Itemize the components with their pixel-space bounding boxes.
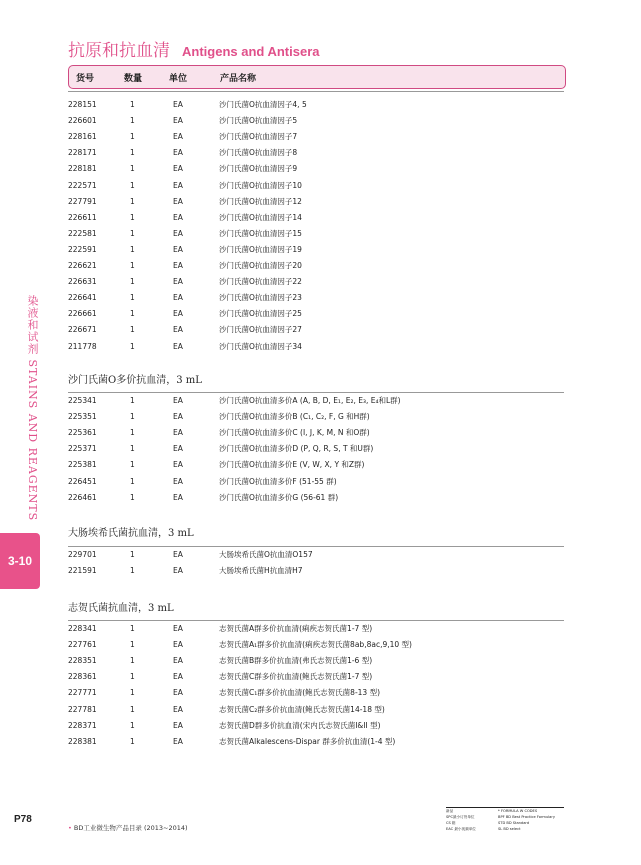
cell-name: 沙门氏菌O抗血清因子34	[219, 341, 302, 351]
cell-qty: 1	[130, 341, 135, 351]
cell-unit: EA	[173, 180, 183, 190]
table-row	[68, 258, 564, 274]
legend-value: STD BD Standard	[498, 821, 530, 825]
table-row	[68, 306, 564, 322]
header-name: 产品名称	[220, 74, 257, 84]
cell-code: 227771	[68, 688, 97, 698]
table-row	[68, 393, 564, 409]
cell-qty: 1	[130, 704, 135, 714]
cell-code: 226641	[68, 293, 97, 303]
cell-name: 沙门氏菌O抗血清因子20	[219, 261, 302, 270]
cell-qty: 1	[130, 228, 135, 238]
cell-name: 志贺氏菌A₁群多价抗血清(痢疾志贺氏菌8ab,8ac,9,10 型)	[219, 640, 412, 650]
cell-unit: EA	[173, 704, 183, 714]
cell-qty: 1	[130, 550, 135, 559]
cell-code: 226671	[68, 325, 97, 335]
cell-unit: EA	[173, 476, 183, 486]
cell-qty: 1	[130, 492, 135, 502]
table-row	[68, 97, 564, 113]
footer-title: BD工业微生物产品目录 (2013~2014)	[73, 824, 188, 832]
page-title-en: Antigens and Antisera	[182, 44, 320, 59]
cell-qty: 1	[130, 672, 135, 682]
table-row	[68, 339, 564, 355]
cell-unit: EA	[173, 640, 183, 650]
table-row	[68, 409, 564, 425]
cell-qty: 1	[130, 566, 135, 576]
cell-qty: 1	[130, 720, 135, 730]
cell-unit: EA	[173, 736, 183, 746]
cell-name: 沙门氏菌O抗血清因子27	[219, 325, 302, 335]
footer-bullet: •	[68, 824, 72, 832]
legend-key: EAC 最小视频单位	[446, 827, 476, 831]
table-row	[68, 474, 564, 490]
cell-name: 沙门氏菌O抗血清多价B (C₁, C₂, F, G 和H群)	[219, 412, 370, 422]
cell-code: 225371	[68, 444, 97, 454]
table-row	[68, 242, 564, 258]
cell-qty: 1	[130, 309, 135, 319]
cell-code: 226461	[68, 492, 97, 502]
cell-qty: 1	[130, 656, 135, 666]
legend	[446, 808, 566, 832]
cell-unit: EA	[173, 656, 183, 666]
cell-qty: 1	[130, 196, 135, 206]
cell-code: 228371	[68, 720, 97, 730]
table-row	[68, 734, 564, 750]
cell-code: 226451	[68, 476, 97, 486]
section-title: 志贺氏菌抗血清，3 mL	[68, 603, 174, 614]
table-row	[68, 290, 564, 306]
cell-name: 沙门氏菌O抗血清因子4, 5	[219, 100, 307, 109]
cell-unit: EA	[173, 550, 183, 559]
cell-code: 225351	[68, 412, 97, 422]
cell-code: 222591	[68, 244, 97, 254]
cell-qty: 1	[130, 212, 135, 222]
cell-code: 222581	[68, 228, 97, 238]
cell-name: 沙门氏菌O抗血清因子19	[219, 244, 302, 254]
cell-code: 228361	[68, 672, 97, 682]
cell-qty: 1	[130, 180, 135, 190]
table-row	[68, 322, 564, 338]
table-row	[68, 178, 564, 194]
cell-qty: 1	[130, 261, 135, 270]
cell-name: 志贺氏菌A群多价抗血清(痢疾志贺氏菌1-7 型)	[219, 624, 373, 633]
cell-qty: 1	[130, 116, 135, 126]
legend-value: SL BD select	[498, 827, 521, 831]
table-row	[68, 669, 564, 685]
cell-name: 志贺氏菌C₁群多价抗血清(鲍氏志贺氏菌8-13 型)	[219, 688, 380, 698]
cell-qty: 1	[130, 688, 135, 698]
cell-code: 226621	[68, 261, 97, 270]
cell-code: 225341	[68, 396, 97, 405]
cell-code: 225361	[68, 428, 97, 438]
footer	[68, 823, 188, 832]
legend-key: 新品	[446, 809, 454, 813]
cell-code: 221591	[68, 566, 97, 576]
cell-code: 228351	[68, 656, 97, 666]
cell-qty: 1	[130, 444, 135, 454]
cell-code: 227761	[68, 640, 97, 650]
cell-code: 227781	[68, 704, 97, 714]
cell-unit: EA	[173, 624, 183, 633]
legend-value: BPF BD Best Practice Formulary	[498, 815, 555, 819]
table-row	[68, 129, 564, 145]
cell-name: 沙门氏菌O抗血清因子15	[219, 228, 302, 238]
table-row	[68, 425, 564, 441]
table-row	[68, 621, 564, 637]
cell-name: 大肠埃希氏菌O抗血清O157	[219, 550, 313, 559]
legend-key: CS 箱	[446, 821, 456, 825]
table-row	[68, 563, 564, 579]
cell-unit: EA	[173, 492, 183, 502]
cell-code: 228381	[68, 736, 97, 746]
table-row	[68, 490, 564, 506]
cell-name: 沙门氏菌O抗血清因子10	[219, 180, 302, 190]
cell-code: 222571	[68, 180, 97, 190]
section-title: 大肠埃希氏菌抗血清，3 mL	[68, 528, 194, 539]
cell-unit: EA	[173, 428, 183, 438]
table-row	[68, 113, 564, 129]
cell-qty: 1	[130, 325, 135, 335]
cell-qty: 1	[130, 412, 135, 422]
cell-name: 沙门氏菌O抗血清因子8	[219, 148, 298, 158]
cell-qty: 1	[130, 460, 135, 470]
cell-unit: EA	[173, 261, 183, 270]
header-qty: 数量	[124, 74, 143, 84]
table-row	[68, 145, 564, 161]
cell-code: 229701	[68, 550, 97, 559]
cell-name: 沙门氏菌O抗血清因子23	[219, 293, 302, 303]
cell-unit: EA	[173, 212, 183, 222]
cell-unit: EA	[173, 460, 183, 470]
cell-code: 226611	[68, 212, 97, 222]
cell-qty: 1	[130, 132, 135, 142]
cell-qty: 1	[130, 100, 135, 109]
table-row	[68, 194, 564, 210]
header-unit: 单位	[169, 74, 188, 84]
page-title-cn: 抗原和抗血清	[68, 41, 170, 61]
table-row	[68, 210, 564, 226]
cell-code: 226631	[68, 277, 97, 287]
legend-row	[446, 826, 566, 832]
cell-code: 211778	[68, 341, 97, 351]
cell-qty: 1	[130, 277, 135, 287]
page-number: P78	[14, 814, 32, 825]
cell-name: 志贺氏菌C₂群多价抗血清(鲍氏志贺氏菌14-18 型)	[219, 704, 385, 714]
table-header	[68, 65, 566, 89]
divider	[68, 91, 564, 92]
cell-qty: 1	[130, 148, 135, 158]
cell-name: 志贺氏菌D群多价抗血清(宋内氏志贺氏菌I&II 型)	[219, 720, 381, 730]
table-row	[68, 226, 564, 242]
cell-name: 沙门氏菌O抗血清因子25	[219, 309, 302, 319]
header-code: 货号	[76, 74, 95, 84]
cell-name: 志贺氏菌C群多价抗血清(鲍氏志贺氏菌1-7 型)	[219, 672, 373, 682]
cell-unit: EA	[173, 293, 183, 303]
cell-qty: 1	[130, 244, 135, 254]
cell-unit: EA	[173, 148, 183, 158]
cell-qty: 1	[130, 476, 135, 486]
cell-name: 沙门氏菌O抗血清因子22	[219, 277, 302, 287]
cell-code: 226601	[68, 116, 97, 126]
cell-unit: EA	[173, 325, 183, 335]
cell-code: 225381	[68, 460, 97, 470]
cell-code: 228341	[68, 624, 97, 633]
cell-unit: EA	[173, 412, 183, 422]
legend-key: SPC最小订货单位	[446, 815, 475, 819]
cell-qty: 1	[130, 736, 135, 746]
side-vertical-label: 染液和试剂 STAINS AND REAGENTS	[26, 295, 39, 522]
table-row	[68, 161, 564, 177]
cell-name: 沙门氏菌O抗血清多价E (V, W, X, Y 和Z群)	[219, 460, 365, 470]
cell-name: 沙门氏菌O抗血清多价F (51-55 群)	[219, 476, 337, 486]
cell-unit: EA	[173, 444, 183, 454]
cell-unit: EA	[173, 228, 183, 238]
cell-unit: EA	[173, 116, 183, 126]
cell-code: 228181	[68, 164, 97, 174]
cell-unit: EA	[173, 341, 183, 351]
table-row	[68, 547, 564, 563]
table-row	[68, 653, 564, 669]
table-row	[68, 274, 564, 290]
cell-name: 志贺氏菌B群多价抗血清(弗氏志贺氏菌1-6 型)	[219, 656, 373, 666]
cell-name: 沙门氏菌O抗血清多价D (P, Q, R, S, T 和U群)	[219, 444, 374, 454]
cell-name: 沙门氏菌O抗血清多价C (I, J, K, M, N 和O群)	[219, 428, 370, 438]
cell-name: 沙门氏菌O抗血清因子9	[219, 164, 298, 174]
chapter-tab: 3-10	[0, 533, 40, 589]
cell-code: 228151	[68, 100, 97, 109]
cell-unit: EA	[173, 396, 183, 405]
cell-name: 沙门氏菌O抗血清因子7	[219, 132, 298, 142]
cell-code: 227791	[68, 196, 97, 206]
table-row	[68, 637, 564, 653]
cell-qty: 1	[130, 293, 135, 303]
cell-name: 大肠埃希氏菌H抗血清H7	[219, 566, 303, 576]
cell-unit: EA	[173, 196, 183, 206]
cell-code: 226661	[68, 309, 97, 319]
cell-name: 志贺氏菌Alkalescens-Dispar 群多价抗血清(1-4 型)	[219, 736, 396, 746]
cell-unit: EA	[173, 720, 183, 730]
cell-unit: EA	[173, 566, 183, 576]
cell-unit: EA	[173, 100, 183, 109]
table-row	[68, 457, 564, 473]
cell-qty: 1	[130, 164, 135, 174]
cell-unit: EA	[173, 309, 183, 319]
legend-value: * FORMULA W CODES	[498, 809, 538, 813]
table-row	[68, 718, 564, 734]
cell-code: 228171	[68, 148, 97, 158]
table-row	[68, 702, 564, 718]
cell-unit: EA	[173, 164, 183, 174]
section-title: 沙门氏菌O多价抗血清，3 mL	[68, 375, 202, 386]
cell-name: 沙门氏菌O抗血清因子12	[219, 196, 302, 206]
page-title	[68, 36, 319, 61]
cell-name: 沙门氏菌O抗血清因子5	[219, 116, 298, 126]
cell-unit: EA	[173, 244, 183, 254]
cell-unit: EA	[173, 672, 183, 682]
cell-name: 沙门氏菌O抗血清多价A (A, B, D, E₁, E₂, E₃, E₄和L群)	[219, 396, 401, 405]
cell-name: 沙门氏菌O抗血清因子14	[219, 212, 302, 222]
cell-unit: EA	[173, 277, 183, 287]
table-row	[68, 441, 564, 457]
cell-qty: 1	[130, 396, 135, 405]
cell-qty: 1	[130, 640, 135, 650]
cell-name: 沙门氏菌O抗血清多价G (56-61 群)	[219, 492, 339, 502]
cell-qty: 1	[130, 428, 135, 438]
cell-unit: EA	[173, 132, 183, 142]
cell-qty: 1	[130, 624, 135, 633]
cell-code: 228161	[68, 132, 97, 142]
table-row	[68, 685, 564, 701]
cell-unit: EA	[173, 688, 183, 698]
